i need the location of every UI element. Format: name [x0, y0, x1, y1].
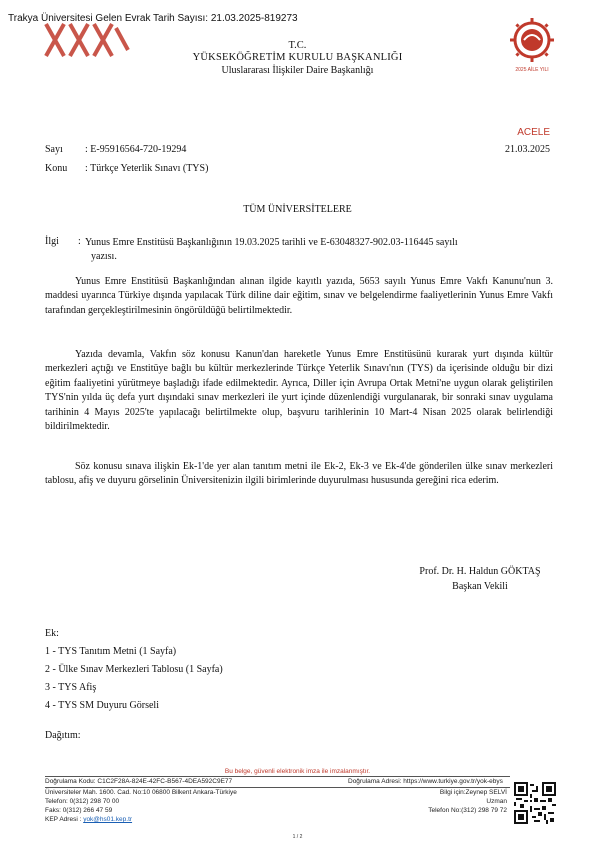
signatory-name: Prof. Dr. H. Haldun GÖKTAŞ	[419, 566, 541, 577]
body-paragraph-1: Yunus Emre Enstitüsü Başkanlığından alınan ilgide kayıtlı yazıda, 5653 sayılı Yunus Emre Vakfı Kanunu'nun 3. maddesi uyarınca Türkiye dışında yapılacak Türk diline dair eğitim, sınav ve belgelendirme faaliyetlerinin Yunus Emre Vakfı tarafından gerçekleştirilmesinin öngörüldüğü belirtilmektedir.	[45, 276, 553, 316]
footer-phone: Telefon: 0(312) 298 70 00	[45, 798, 120, 805]
incoming-document-stamp: Trakya Üniversitesi Gelen Evrak Tarih Sayısı: 21.03.2025-819273	[8, 13, 298, 24]
footer-divider	[45, 787, 510, 788]
footer-divider	[45, 776, 510, 777]
attachment-item: 1 - TYS Tanıtım Metni (1 Sayfa)	[45, 646, 177, 657]
reference-line-2: yazısı.	[91, 251, 117, 262]
info-role: Uzman	[486, 798, 507, 805]
header-institution: YÜKSEKÖĞRETİM KURULU BAŞKANLIĞI	[192, 52, 403, 63]
body-paragraph-3: Söz konusu sınava ilişkin Ek-1'de yer alan tanıtım metni ile Ek-2, Ek-3 ve Ek-4'de gönderilen ülke sınav merkezleri tablosu, afiş ve duyuru görselinin Üniversitenizin ilgili birimlerinde duyurulması hususunda gereğini rica ederim.	[45, 461, 553, 487]
number-value: : E-95916564-720-19294	[85, 144, 187, 155]
page-number: 1 / 2	[292, 834, 303, 840]
attachment-item: 2 - Ülke Sınav Merkezleri Tablosu (1 Sayfa)	[45, 664, 223, 675]
esign-note: Bu belge, güvenli elektronik imza ile imzalanmıştır.	[224, 768, 371, 775]
qr-code	[514, 782, 556, 824]
footer-fax: Faks: 0(312) 266 47 59	[45, 807, 113, 814]
reference-label: İlgi	[45, 236, 59, 247]
attachment-item: 4 - TYS SM Duyuru Görseli	[45, 700, 159, 711]
header-tc: T.C.	[288, 40, 307, 51]
verification-code: Doğrulama Kodu: C1C2F28A-824E-42FC-B567-4DEA592C9E77	[45, 778, 233, 785]
signatory-title: Başkan Vekili	[452, 581, 508, 592]
reference-line-1: Yunus Emre Enstitüsü Başkanlığının 19.03.2025 tarihli ve E-63048327-902.03-116445 sayılı	[85, 237, 458, 248]
body-paragraph-2: Yazıda devamla, Vakfın söz konusu Kanun'dan hareketle Yunus Emre Enstitüsünü kurarak yurt dışında kültür merkezleri açtığı ve Enstitüye bağlı bu kültür merkezlerinde Türkçe Yeterlik Sınavı'nın (TYS) da içerisinde olduğu bir dizi eğitim faaliyetini yürütmeye başladığı ifade edilmektedir. Ayrıca, Diller için Avrupa Ortak Metni'ne uygun olarak geliştirilen TYS'nin yılda üç defa yurt dışındaki sınav merkezleri ile yurt içinde düzenlendiği vurgulanarak, bir sonraki sınav uygulama tarihinin 4 Mayıs 2025'te yapılacağı belirtilmekte olup, başvuru tarihlerinin 10 Mart-4 Nisan 2025 olarak belirlendiği bildirilmektedir.	[45, 349, 553, 433]
info-contact: Bilgi için:Zeynep SELVİ	[439, 789, 507, 796]
attachments-label: Ek:	[45, 628, 59, 639]
subject-value: : Türkçe Yeterlik Sınavı (TYS)	[85, 163, 209, 174]
attachment-item: 3 - TYS Afiş	[45, 682, 97, 693]
verification-address: Doğrulama Adresi: https://www.turkiye.gov.tr/yok-ebys	[348, 778, 503, 785]
recipient-title: TÜM ÜNİVERSİTELERE	[243, 204, 352, 215]
header-department: Uluslararası İlişkiler Daire Başkanlığı	[221, 65, 374, 76]
reference-text	[85, 236, 555, 264]
footer-kep	[45, 816, 132, 823]
document-date: 21.03.2025	[505, 144, 550, 155]
urgent-label: ACELE	[517, 127, 550, 138]
number-label: Sayı	[45, 144, 63, 155]
reference-colon: :	[78, 236, 81, 247]
info-phone: Telefon No:(312) 298 79 72	[428, 807, 507, 814]
kep-address-link[interactable]: yok@hs01.kep.tr	[83, 816, 133, 823]
footer-address: Üniversiteler Mah. 1600. Cad. No:10 06800 Bilkent Ankara-Türkiye	[45, 789, 237, 796]
family-year-logo-text: 2025 AİLE YILI	[515, 67, 549, 73]
kep-label: KEP Adresi :	[45, 816, 82, 823]
subject-label: Konu	[45, 163, 68, 174]
distribution-label: Dağıtım:	[45, 730, 81, 741]
